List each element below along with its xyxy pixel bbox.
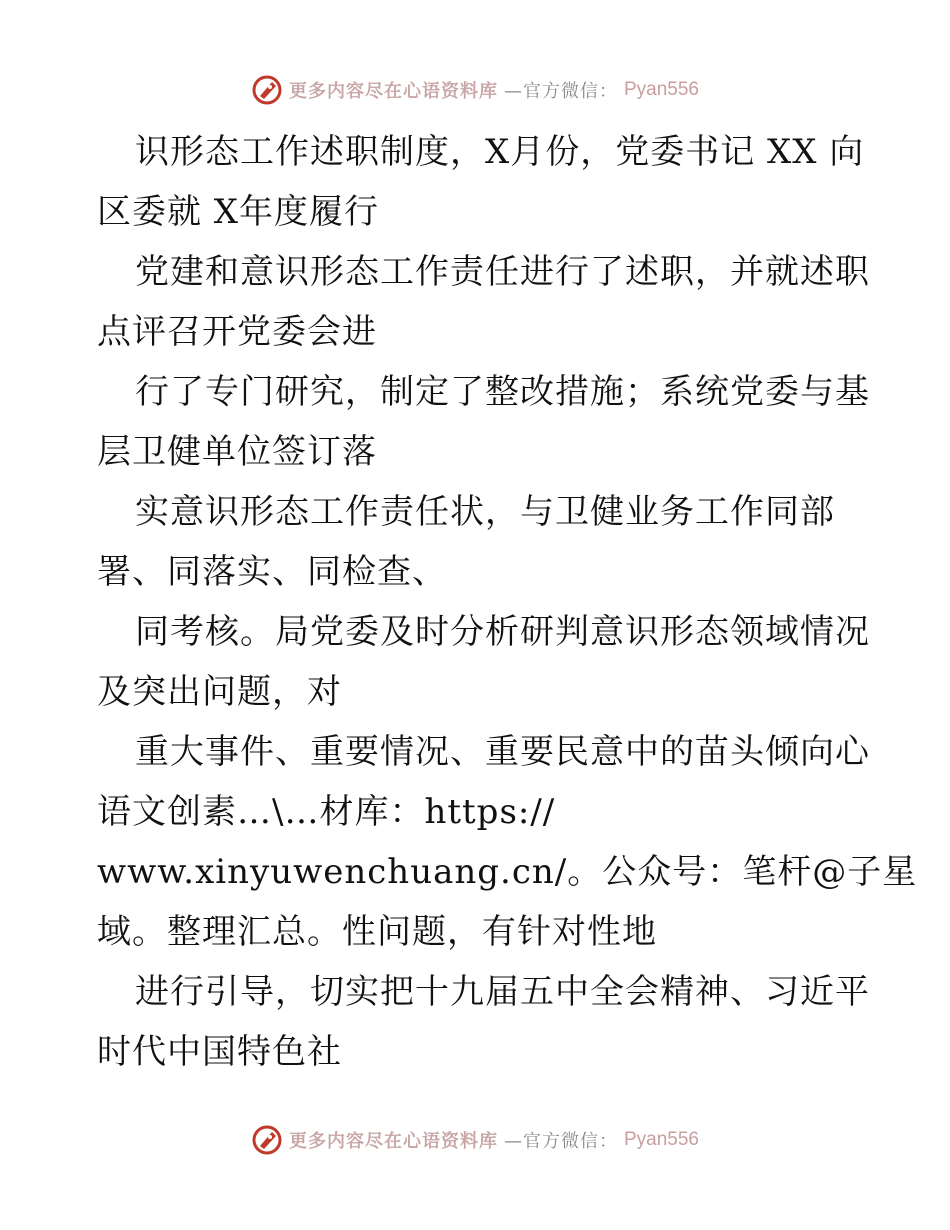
text-line: 域。整理汇总。性问题，有针对性地 bbox=[97, 912, 657, 952]
document-body bbox=[97, 122, 918, 1082]
header-banner-inner bbox=[251, 74, 699, 106]
text-line: 及突出问题，对 bbox=[97, 672, 342, 712]
text-line: 时代中国特色社 bbox=[97, 1032, 342, 1072]
header-account-text: Pyan556 bbox=[623, 79, 699, 100]
text-line: 党建和意识形态工作责任进行了述职，并就述职 bbox=[135, 252, 870, 292]
text-line: 实意识形态工作责任状，与卫健业务工作同部 bbox=[135, 492, 835, 532]
text-line: 点评召开党委会进 bbox=[97, 312, 377, 352]
text-line: 同考核。局党委及时分析研判意识形态领域情况 bbox=[135, 612, 870, 652]
footer-account-text: Pyan556 bbox=[623, 1129, 699, 1150]
text-line: 区委就 X年度履行 bbox=[97, 192, 380, 232]
header-official-text: —官方微信： bbox=[503, 81, 618, 102]
footer-brand-text: 更多内容尽在心语资料库 bbox=[288, 1131, 498, 1152]
text-line: 层卫健单位签订落 bbox=[97, 432, 377, 472]
text-line: 行了专门研究，制定了整改措施；系统党委与基 bbox=[135, 372, 870, 412]
text-line: 署、同落实、同检查、 bbox=[97, 552, 447, 592]
text-line: 重大事件、重要情况、重要民意中的苗头倾向心 bbox=[135, 732, 870, 772]
text-line: 进行引导，切实把十九届五中全会精神、习近平 bbox=[135, 972, 870, 1012]
header-brand-text: 更多内容尽在心语资料库 bbox=[288, 81, 498, 102]
text-line: 语文创素…\…材库：https:// bbox=[97, 792, 556, 832]
pen-logo-icon bbox=[251, 74, 283, 106]
text-line: 识形态工作述职制度，X月份，党委书记 XX 向 bbox=[135, 132, 865, 172]
footer-banner bbox=[0, 1120, 950, 1160]
footer-banner-inner bbox=[251, 1124, 699, 1156]
pen-logo-icon bbox=[251, 1124, 283, 1156]
footer-official-text: —官方微信： bbox=[503, 1131, 618, 1152]
text-line: www.xinyuwenchuang.cn/。公众号：笔杆@子星 bbox=[97, 852, 918, 892]
header-banner bbox=[0, 70, 950, 110]
